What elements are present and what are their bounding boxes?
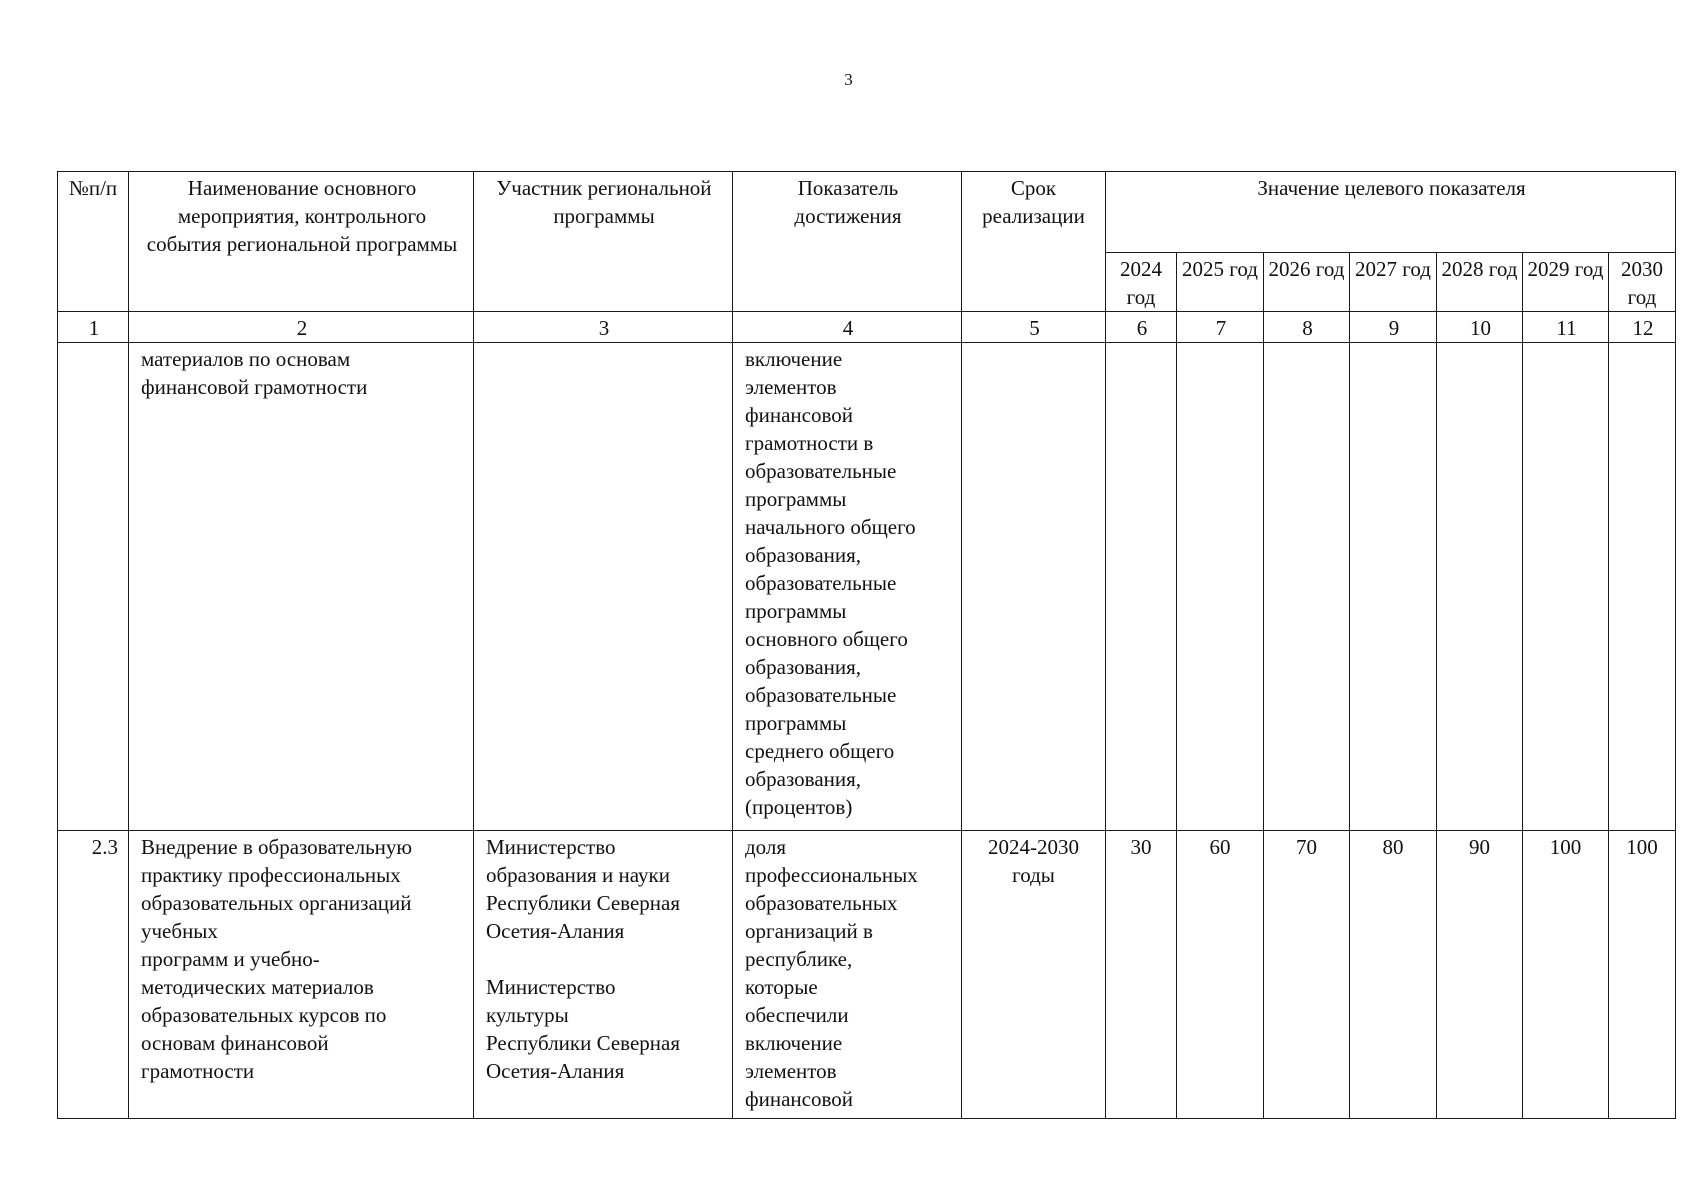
page-number: 3 [844,70,853,89]
value-cell [1437,343,1523,831]
text-line: образовательных [745,891,898,915]
text-line: Министерство [486,835,616,859]
text-line: образовательных организаций [141,891,412,915]
text-line: Внедрение в образовательную [141,835,413,859]
text-line: Осетия-Алания [486,1059,625,1083]
text-line: программы [745,711,847,735]
text-line: грамотности [141,1059,255,1083]
value-cell [1350,343,1437,831]
text-line: доля [745,835,787,859]
text-line: которые [745,975,818,999]
program-table [57,171,1676,1119]
text-line: культуры [486,1003,569,1027]
header-year: 2026 год [1264,253,1350,312]
text-line: образовательных курсов по [141,1003,387,1027]
indicator-cell [733,343,962,831]
header-year: 2025 год [1177,253,1264,312]
column-number: 1 [58,312,129,343]
table-row [58,343,1676,831]
text-line: практику профессиональных [141,863,401,887]
text-line: финансовой грамотности [141,375,368,399]
text-line: основам финансовой [141,1031,329,1055]
event-name-cell [129,831,474,1119]
column-number: 5 [962,312,1106,343]
text-line: обеспечили [745,1003,849,1027]
text-line: образования и науки [486,863,670,887]
column-number: 10 [1437,312,1523,343]
text-line: республике, [745,947,853,971]
value-cell [1177,343,1264,831]
column-number: 6 [1106,312,1177,343]
value-cell: 30 [1106,831,1177,1119]
text-line: образования, [745,543,862,567]
column-number: 8 [1264,312,1350,343]
header-target-value: Значение целевого показателя [1106,172,1676,253]
text-line: Республики Северная [486,891,681,915]
header-event-name: Наименование основного мероприятия, контрольного события региональной программы [129,172,474,312]
header-year: 2027 год [1350,253,1437,312]
header-year: 2024 год [1106,253,1177,312]
participant-cell [474,831,733,1119]
column-number: 7 [1177,312,1264,343]
value-cell: 100 [1609,831,1676,1119]
value-cell: 80 [1350,831,1437,1119]
text-line: Министерство [486,975,616,999]
table-row [58,831,1676,1119]
value-cell [1609,343,1676,831]
participant-cell [474,343,733,831]
header-year: 2030 год [1609,253,1676,312]
text-line: программ и учебно- [141,947,320,971]
value-cell: 60 [1177,831,1264,1119]
value-cell [1264,343,1350,831]
text-line: элементов [745,375,837,399]
text-line: организаций в [745,919,873,943]
text-line: методических материалов [141,975,374,999]
column-number: 3 [474,312,733,343]
value-cell [1106,343,1177,831]
text-line: финансовой [745,1087,853,1111]
text-line: включение [745,1031,843,1055]
text-line: программы [745,487,847,511]
text-line: начального общего [745,515,916,539]
text-line: образовательные [745,459,897,483]
column-number: 12 [1609,312,1676,343]
value-cell: 90 [1437,831,1523,1119]
text-line: Республики Северная [486,1031,681,1055]
indicator-cell [733,831,962,1119]
text-line: включение [745,347,843,371]
text-line: (процентов) [745,795,853,819]
period-cell [962,343,1106,831]
column-number: 2 [129,312,474,343]
event-name-cell [129,343,474,831]
text-line: образования, [745,655,862,679]
column-number: 4 [733,312,962,343]
text-line: материалов по основам [141,347,351,371]
text-line: Осетия-Алания [486,919,625,943]
text-line: учебных [141,919,218,943]
header-period: Срок реализации [962,172,1106,312]
header-year: 2029 год [1523,253,1609,312]
header-participant: Участник региональной программы [474,172,733,312]
value-cell: 100 [1523,831,1609,1119]
header-number: №п/п [58,172,129,312]
text-line: грамотности в [745,431,874,455]
header-year: 2028 год [1437,253,1523,312]
text-line: профессиональных [745,863,918,887]
row-number [58,343,129,831]
text-line: основного общего [745,627,908,651]
column-number: 11 [1523,312,1609,343]
value-cell [1523,343,1609,831]
text-line: образования, [745,767,862,791]
text-line: элементов [745,1059,837,1083]
text-line: программы [745,599,847,623]
column-number: 9 [1350,312,1437,343]
row-number: 2.3 [58,831,129,1119]
value-cell: 70 [1264,831,1350,1119]
text-line: среднего общего [745,739,895,763]
block-gap [486,945,722,973]
header-indicator: Показатель достижения [733,172,962,312]
text-line: финансовой [745,403,853,427]
period-cell: 2024-2030 годы [962,831,1106,1119]
text-line: образовательные [745,683,897,707]
text-line: образовательные [745,571,897,595]
